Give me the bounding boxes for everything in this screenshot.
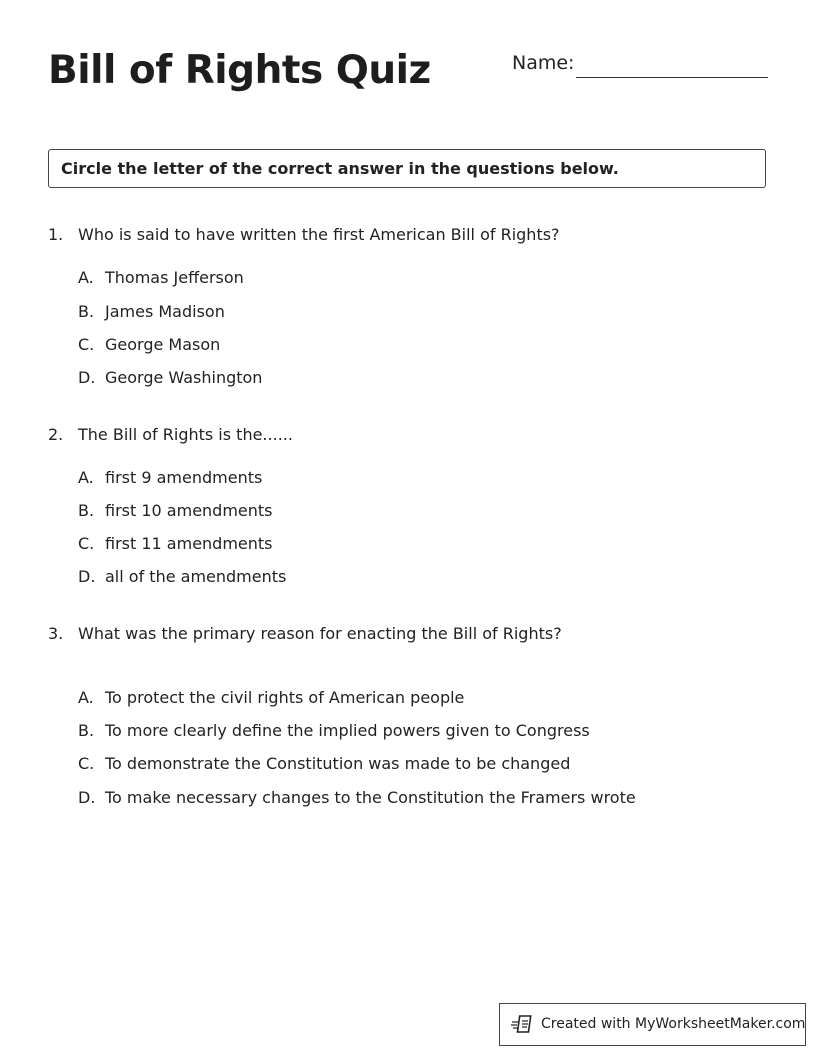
choice-text: Thomas Jefferson bbox=[105, 268, 244, 287]
choice-letter: C. bbox=[78, 534, 95, 553]
instructions-box: Circle the letter of the correct answer in the questions below. bbox=[48, 149, 766, 188]
choice-letter: B. bbox=[78, 302, 95, 321]
name-field bbox=[512, 52, 768, 80]
choice-text: To protect the civil rights of American people bbox=[105, 688, 465, 707]
footer-credit-text: Created with MyWorksheetMaker.com bbox=[541, 1016, 806, 1032]
choice-text: first 9 amendments bbox=[105, 468, 263, 487]
choice-letter: C. bbox=[78, 754, 95, 773]
choice-text: first 10 amendments bbox=[105, 501, 273, 520]
choice-letter: A. bbox=[78, 268, 94, 287]
worksheet-maker-logo-icon bbox=[511, 1014, 535, 1036]
choice-text: all of the amendments bbox=[105, 567, 287, 586]
choice-letter: D. bbox=[78, 567, 96, 586]
choice-letter: C. bbox=[78, 335, 95, 354]
name-label: Name: bbox=[512, 52, 575, 74]
name-write-line bbox=[576, 77, 768, 78]
footer-credit-box[interactable] bbox=[499, 1003, 806, 1046]
choice-text: To demonstrate the Constitution was made to be changed bbox=[105, 754, 571, 773]
choice-letter: A. bbox=[78, 468, 94, 487]
choice-text: George Washington bbox=[105, 368, 263, 387]
question-number: 2. bbox=[48, 425, 64, 444]
page-title: Bill of Rights Quiz bbox=[48, 48, 431, 93]
question-text: What was the primary reason for enacting the Bill of Rights? bbox=[78, 624, 562, 643]
choice-letter: B. bbox=[78, 721, 95, 740]
choice-text: George Mason bbox=[105, 335, 221, 354]
choice-text: To make necessary changes to the Constitution the Framers wrote bbox=[105, 788, 636, 807]
choice-letter: D. bbox=[78, 368, 96, 387]
choice-letter: A. bbox=[78, 688, 94, 707]
choice-text: James Madison bbox=[105, 302, 225, 321]
choice-letter: D. bbox=[78, 788, 96, 807]
question-number: 1. bbox=[48, 225, 64, 244]
question-text: Who is said to have written the first American Bill of Rights? bbox=[78, 225, 560, 244]
choice-text: first 11 amendments bbox=[105, 534, 273, 553]
question-number: 3. bbox=[48, 624, 64, 643]
question-text: The Bill of Rights is the...... bbox=[78, 425, 293, 444]
choice-letter: B. bbox=[78, 501, 95, 520]
choice-text: To more clearly define the implied powers given to Congress bbox=[105, 721, 590, 740]
